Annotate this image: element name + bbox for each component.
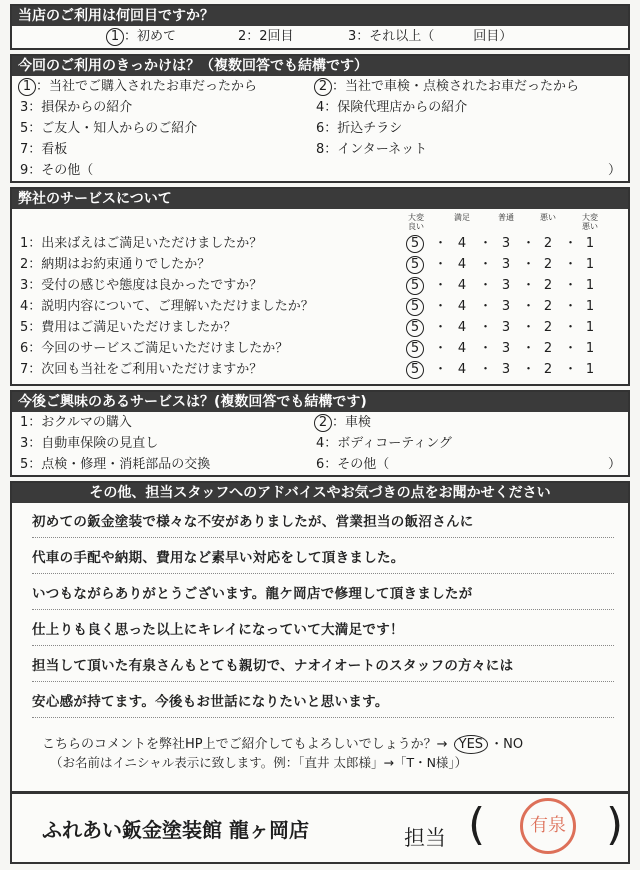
consent-note: （お名前はイニシャル表示に致します。例：「直井 太郎様」→「T・N様」） bbox=[50, 755, 468, 770]
rating-separator: ・ bbox=[522, 236, 536, 251]
rating-question: 7：次回も当社をご利用いただけますか？ bbox=[20, 362, 263, 377]
rating-separator: ・ bbox=[434, 278, 448, 293]
scale-label: 大変 良い bbox=[408, 213, 424, 231]
selected-circle: 5 bbox=[406, 277, 424, 295]
rating-value-5[interactable] bbox=[406, 296, 426, 317]
selected-circle: 5 bbox=[406, 361, 424, 379]
rating-question: 1：出来ばえはご満足いただけましたか？ bbox=[20, 236, 263, 251]
rating-value-3[interactable]: 3 bbox=[501, 257, 511, 272]
rating-value-4[interactable]: 4 bbox=[457, 299, 467, 314]
rating-separator: ・ bbox=[522, 299, 536, 314]
store-name: ふれあい鈑金塗装館 龍ヶ岡店 bbox=[42, 818, 309, 842]
visit-option-1[interactable] bbox=[108, 26, 176, 47]
scale-label: 悪い bbox=[540, 213, 556, 222]
trigger-option-5[interactable]: 5：ご友人・知人からのご紹介 bbox=[20, 121, 198, 136]
visits-header: 当店のご利用は何回目ですか？ bbox=[12, 6, 628, 26]
rating-value-3[interactable]: 3 bbox=[501, 362, 511, 377]
rating-question: 2：納期はお約束通りでしたか？ bbox=[20, 257, 211, 272]
hp-consent-question bbox=[42, 733, 523, 754]
rating-value-2[interactable]: 2 bbox=[543, 236, 553, 251]
rating-separator: ・ bbox=[479, 278, 493, 293]
rating-value-1[interactable]: 1 bbox=[585, 362, 595, 377]
rating-value-4[interactable]: 4 bbox=[457, 362, 467, 377]
rating-separator: ・ bbox=[434, 299, 448, 314]
rating-separator: ・ bbox=[434, 320, 448, 335]
visit-option-1-label: ：初めて bbox=[124, 29, 177, 44]
interest-option-4[interactable]: 4：ボディコーティング bbox=[316, 436, 452, 451]
rating-separator: ・ bbox=[434, 362, 448, 377]
rating-separator: ・ bbox=[479, 257, 493, 272]
trigger-option-3[interactable]: 3：損保からの紹介 bbox=[20, 100, 133, 115]
comment-line: 安心感が持てます。今後もお世話になりたいと思います。 bbox=[32, 683, 614, 718]
selected-circle: 5 bbox=[406, 319, 424, 337]
survey-sheet bbox=[10, 4, 630, 793]
trigger-option-2-label: ：当社で車検・点検されたお車だったから bbox=[332, 79, 580, 94]
rating-value-3[interactable]: 3 bbox=[501, 341, 511, 356]
comment-line: 仕上りも良く思った以上にキレイになっていて大満足です！ bbox=[32, 611, 614, 646]
trigger-option-2[interactable] bbox=[316, 76, 579, 97]
interest-option-3[interactable]: 3：自動車保険の見直し bbox=[20, 436, 159, 451]
interest-header: 今後ご興味のあるサービスは？(複数回答でも結構です) bbox=[12, 392, 628, 412]
rating-separator: ・ bbox=[522, 257, 536, 272]
interest-section bbox=[10, 390, 630, 477]
comment-line: いつもながらありがとうございます。龍ケ岡店で修理して頂きましたが bbox=[32, 575, 614, 610]
scale-label: 大変 悪い bbox=[582, 213, 598, 231]
scale-label: 満足 bbox=[454, 213, 470, 222]
rating-value-1[interactable]: 1 bbox=[585, 299, 595, 314]
rating-separator: ・ bbox=[522, 278, 536, 293]
rating-value-1[interactable]: 1 bbox=[585, 320, 595, 335]
trigger-option-7[interactable]: 7：看板 bbox=[20, 142, 68, 157]
interest-option-2-label: ：車検 bbox=[332, 415, 372, 430]
rating-value-4[interactable]: 4 bbox=[457, 236, 467, 251]
selected-circle: 5 bbox=[406, 256, 424, 274]
service-section bbox=[10, 187, 630, 386]
selected-circle: 5 bbox=[406, 298, 424, 316]
rating-value-5[interactable] bbox=[406, 254, 426, 275]
staff-seal-stamp: 有泉 bbox=[520, 798, 576, 854]
interest-option-5[interactable]: 5：点検・修理・消耗部品の交換 bbox=[20, 457, 211, 472]
rating-separator: ・ bbox=[564, 362, 578, 377]
rating-row bbox=[12, 296, 628, 317]
comment-line: 初めての鈑金塗装で様々な不安がありましたが、営業担当の飯沼さんに bbox=[32, 503, 614, 538]
rating-separator: ・ bbox=[479, 299, 493, 314]
rating-value-2[interactable]: 2 bbox=[543, 278, 553, 293]
selected-circle: 5 bbox=[406, 235, 424, 253]
staff-close-paren: ) bbox=[606, 799, 624, 850]
rating-value-2[interactable]: 2 bbox=[543, 320, 553, 335]
trigger-other-close: ） bbox=[608, 163, 622, 178]
rating-separator: ・ bbox=[564, 236, 578, 251]
rating-question: 4：説明内容について、ご理解いただけましたか？ bbox=[20, 299, 314, 314]
consent-separator: ・ bbox=[490, 737, 504, 752]
selected-circle: 5 bbox=[406, 340, 424, 358]
selected-circle: 1 bbox=[106, 28, 124, 46]
rating-value-2[interactable]: 2 bbox=[543, 362, 553, 377]
rating-value-2[interactable]: 2 bbox=[543, 299, 553, 314]
rating-value-1[interactable]: 1 bbox=[585, 257, 595, 272]
rating-separator: ・ bbox=[564, 320, 578, 335]
selected-circle: 2 bbox=[314, 78, 332, 96]
visit-option-3[interactable]: 3：それ以上（ 回目） bbox=[348, 29, 513, 44]
interest-other-close: ） bbox=[608, 457, 622, 472]
comments-section bbox=[10, 481, 630, 793]
rating-question: 5：費用はご満足いただけましたか？ bbox=[20, 320, 237, 335]
rating-row bbox=[12, 254, 628, 275]
selected-circle: 1 bbox=[18, 78, 36, 96]
footer bbox=[10, 792, 630, 864]
rating-row bbox=[12, 317, 628, 338]
interest-option-2[interactable] bbox=[316, 412, 371, 433]
rating-value-3[interactable]: 3 bbox=[501, 320, 511, 335]
rating-value-5[interactable] bbox=[406, 359, 426, 380]
rating-value-5[interactable] bbox=[406, 338, 426, 359]
rating-row bbox=[12, 338, 628, 359]
rating-value-5[interactable] bbox=[406, 275, 426, 296]
rating-value-2[interactable]: 2 bbox=[543, 257, 553, 272]
rating-value-1[interactable]: 1 bbox=[585, 341, 595, 356]
consent-yes[interactable]: YES bbox=[454, 735, 488, 754]
rating-separator: ・ bbox=[564, 278, 578, 293]
comments-header: その他、担当スタッフへのアドバイスやお気づきの点をお聞かせください bbox=[12, 483, 628, 503]
rating-question: 3：受付の感じや態度は良かったですか？ bbox=[20, 278, 263, 293]
comment-line: 代車の手配や納期、費用など素早い対応をして頂きました。 bbox=[32, 539, 614, 574]
rating-row bbox=[12, 359, 628, 380]
rating-scale-header bbox=[12, 209, 628, 233]
rating-value-4[interactable]: 4 bbox=[457, 257, 467, 272]
rating-row bbox=[12, 233, 628, 254]
rating-separator: ・ bbox=[564, 257, 578, 272]
rating-value-3[interactable]: 3 bbox=[501, 299, 511, 314]
staff-open-paren: ( bbox=[468, 799, 486, 850]
rating-separator: ・ bbox=[564, 341, 578, 356]
rating-separator: ・ bbox=[522, 320, 536, 335]
rating-separator: ・ bbox=[564, 299, 578, 314]
comment-line: 担当して頂いた有泉さんもとても親切で、ナオイオートのスタッフの方々には bbox=[32, 647, 614, 682]
rating-separator: ・ bbox=[522, 341, 536, 356]
rating-separator: ・ bbox=[479, 362, 493, 377]
consent-no[interactable]: NO bbox=[503, 737, 524, 752]
rating-value-4[interactable]: 4 bbox=[457, 278, 467, 293]
rating-separator: ・ bbox=[434, 236, 448, 251]
consent-question-text: こちらのコメントを弊社HP上でご紹介してもよろしいでしょうか？→ bbox=[42, 737, 448, 752]
visits-section bbox=[10, 4, 630, 50]
rating-separator: ・ bbox=[434, 257, 448, 272]
trigger-option-9[interactable]: 9：その他（ bbox=[20, 163, 94, 178]
trigger-option-6[interactable]: 6：折込チラシ bbox=[316, 121, 403, 136]
rating-separator: ・ bbox=[479, 320, 493, 335]
trigger-header: 今回のご利用のきっかけは？（複数回答でも結構です） bbox=[12, 56, 628, 76]
rating-value-4[interactable]: 4 bbox=[457, 341, 467, 356]
rating-questions bbox=[12, 233, 628, 380]
service-header: 弊社のサービスについて bbox=[12, 189, 628, 209]
trigger-section bbox=[10, 54, 630, 183]
rating-separator: ・ bbox=[479, 236, 493, 251]
interest-option-6[interactable]: 6：その他（ bbox=[316, 457, 390, 472]
trigger-option-8[interactable]: 8：インターネット bbox=[316, 142, 428, 157]
rating-value-3[interactable]: 3 bbox=[501, 278, 511, 293]
trigger-option-4[interactable]: 4：保険代理店からの紹介 bbox=[316, 100, 468, 115]
trigger-option-1-label: ：当社でご購入されたお車だったから bbox=[36, 79, 258, 94]
interest-option-1[interactable]: 1：おクルマの購入 bbox=[20, 415, 132, 430]
rating-value-1[interactable]: 1 bbox=[585, 278, 595, 293]
rating-separator: ・ bbox=[479, 341, 493, 356]
rating-row bbox=[12, 275, 628, 296]
rating-separator: ・ bbox=[522, 362, 536, 377]
rating-separator: ・ bbox=[434, 341, 448, 356]
selected-circle: 2 bbox=[314, 414, 332, 432]
rating-value-2[interactable]: 2 bbox=[543, 341, 553, 356]
rating-value-3[interactable]: 3 bbox=[501, 236, 511, 251]
scale-label: 普通 bbox=[498, 213, 514, 222]
rating-value-5[interactable] bbox=[406, 317, 426, 338]
rating-question: 6：今回のサービスご満足いただけましたか？ bbox=[20, 341, 289, 356]
visit-option-2[interactable]: 2：2回目 bbox=[238, 29, 294, 44]
rating-value-4[interactable]: 4 bbox=[457, 320, 467, 335]
rating-value-1[interactable]: 1 bbox=[585, 236, 595, 251]
trigger-option-1[interactable] bbox=[20, 76, 257, 97]
staff-label: 担当 bbox=[404, 826, 446, 850]
rating-value-5[interactable] bbox=[406, 233, 426, 254]
comment-area[interactable] bbox=[12, 503, 628, 791]
